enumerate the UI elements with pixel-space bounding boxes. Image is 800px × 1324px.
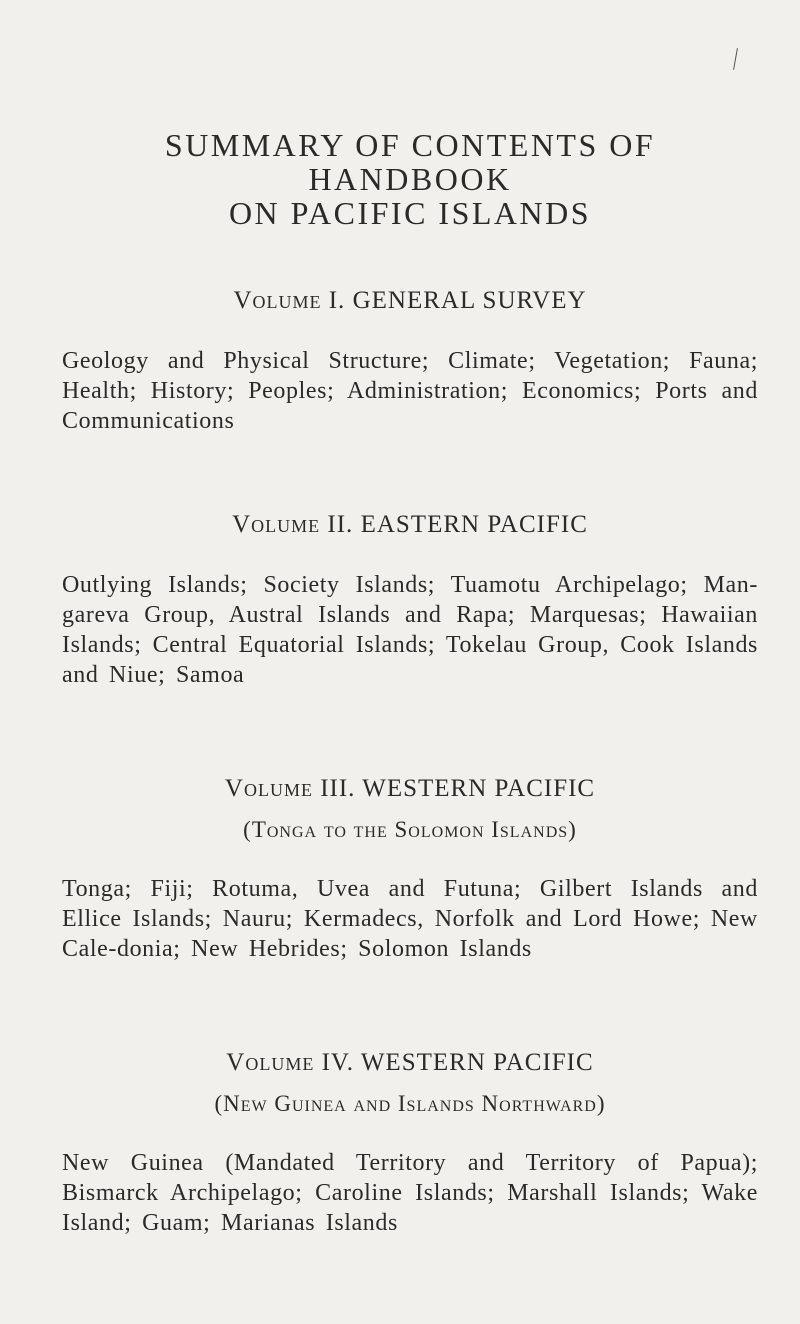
volume-4-title: WESTERN PACIFIC — [360, 1049, 594, 1076]
volume-4-heading — [62, 1048, 758, 1078]
volume-4-label: Volume IV. — [226, 1049, 355, 1076]
volume-1-heading — [62, 286, 758, 316]
volume-3-heading — [62, 774, 758, 804]
volume-2-heading — [62, 510, 758, 540]
volume-2-title: EASTERN PACIFIC — [360, 511, 588, 538]
volume-3-title: WESTERN PACIFIC — [362, 775, 596, 802]
volume-1-title: GENERAL SURVEY — [352, 287, 587, 314]
contents-page — [62, 128, 758, 1238]
title-line-1: SUMMARY OF CONTENTS OF HANDBOOK — [164, 127, 656, 197]
volume-2-contents: Outlying Islands; Society Islands; Tuamotu Archipelago; Man-gareva Group, Austral Islands and Rapa; Marquesas; Hawaiian Islands; Central Equatorial Islands; Tokelau Group, Cook Islands and Niue; Samoa — [62, 572, 758, 688]
volume-4-subtitle: (New Guinea and Islands Northward) — [214, 1091, 606, 1116]
volume-3-label: Volume III. — [224, 775, 356, 802]
volume-3-contents: Tonga; Fiji; Rotuma, Uvea and Futuna; Gilbert Islands and Ellice Islands; Nauru; Kermadecs, Norfolk and Lord Howe; New Cale-donia; New Hebrides; Solomon Islands — [62, 876, 758, 962]
volume-3-section — [62, 774, 758, 964]
volume-4-section — [62, 1048, 758, 1238]
page-title — [62, 128, 758, 230]
volume-3-subtitle: (Tonga to the Solomon Islands) — [243, 817, 577, 842]
volume-1-section — [62, 286, 758, 436]
volume-2-label: Volume II. — [232, 511, 354, 538]
volume-2-section — [62, 510, 758, 690]
volume-1-label: Volume I. — [233, 287, 346, 314]
volume-1-contents: Geology and Physical Structure; Climate; Vegetation; Fauna; Health; History; Peoples; Administration; Economics; Ports and Communications — [62, 348, 758, 434]
margin-mark — [733, 48, 738, 70]
title-line-2: ON PACIFIC ISLANDS — [228, 195, 592, 231]
volume-4-contents: New Guinea (Mandated Territory and Territory of Papua); Bismarck Archipelago; Caroline Islands; Marshall Islands; Wake Island; Guam; Marianas Islands — [62, 1150, 758, 1236]
